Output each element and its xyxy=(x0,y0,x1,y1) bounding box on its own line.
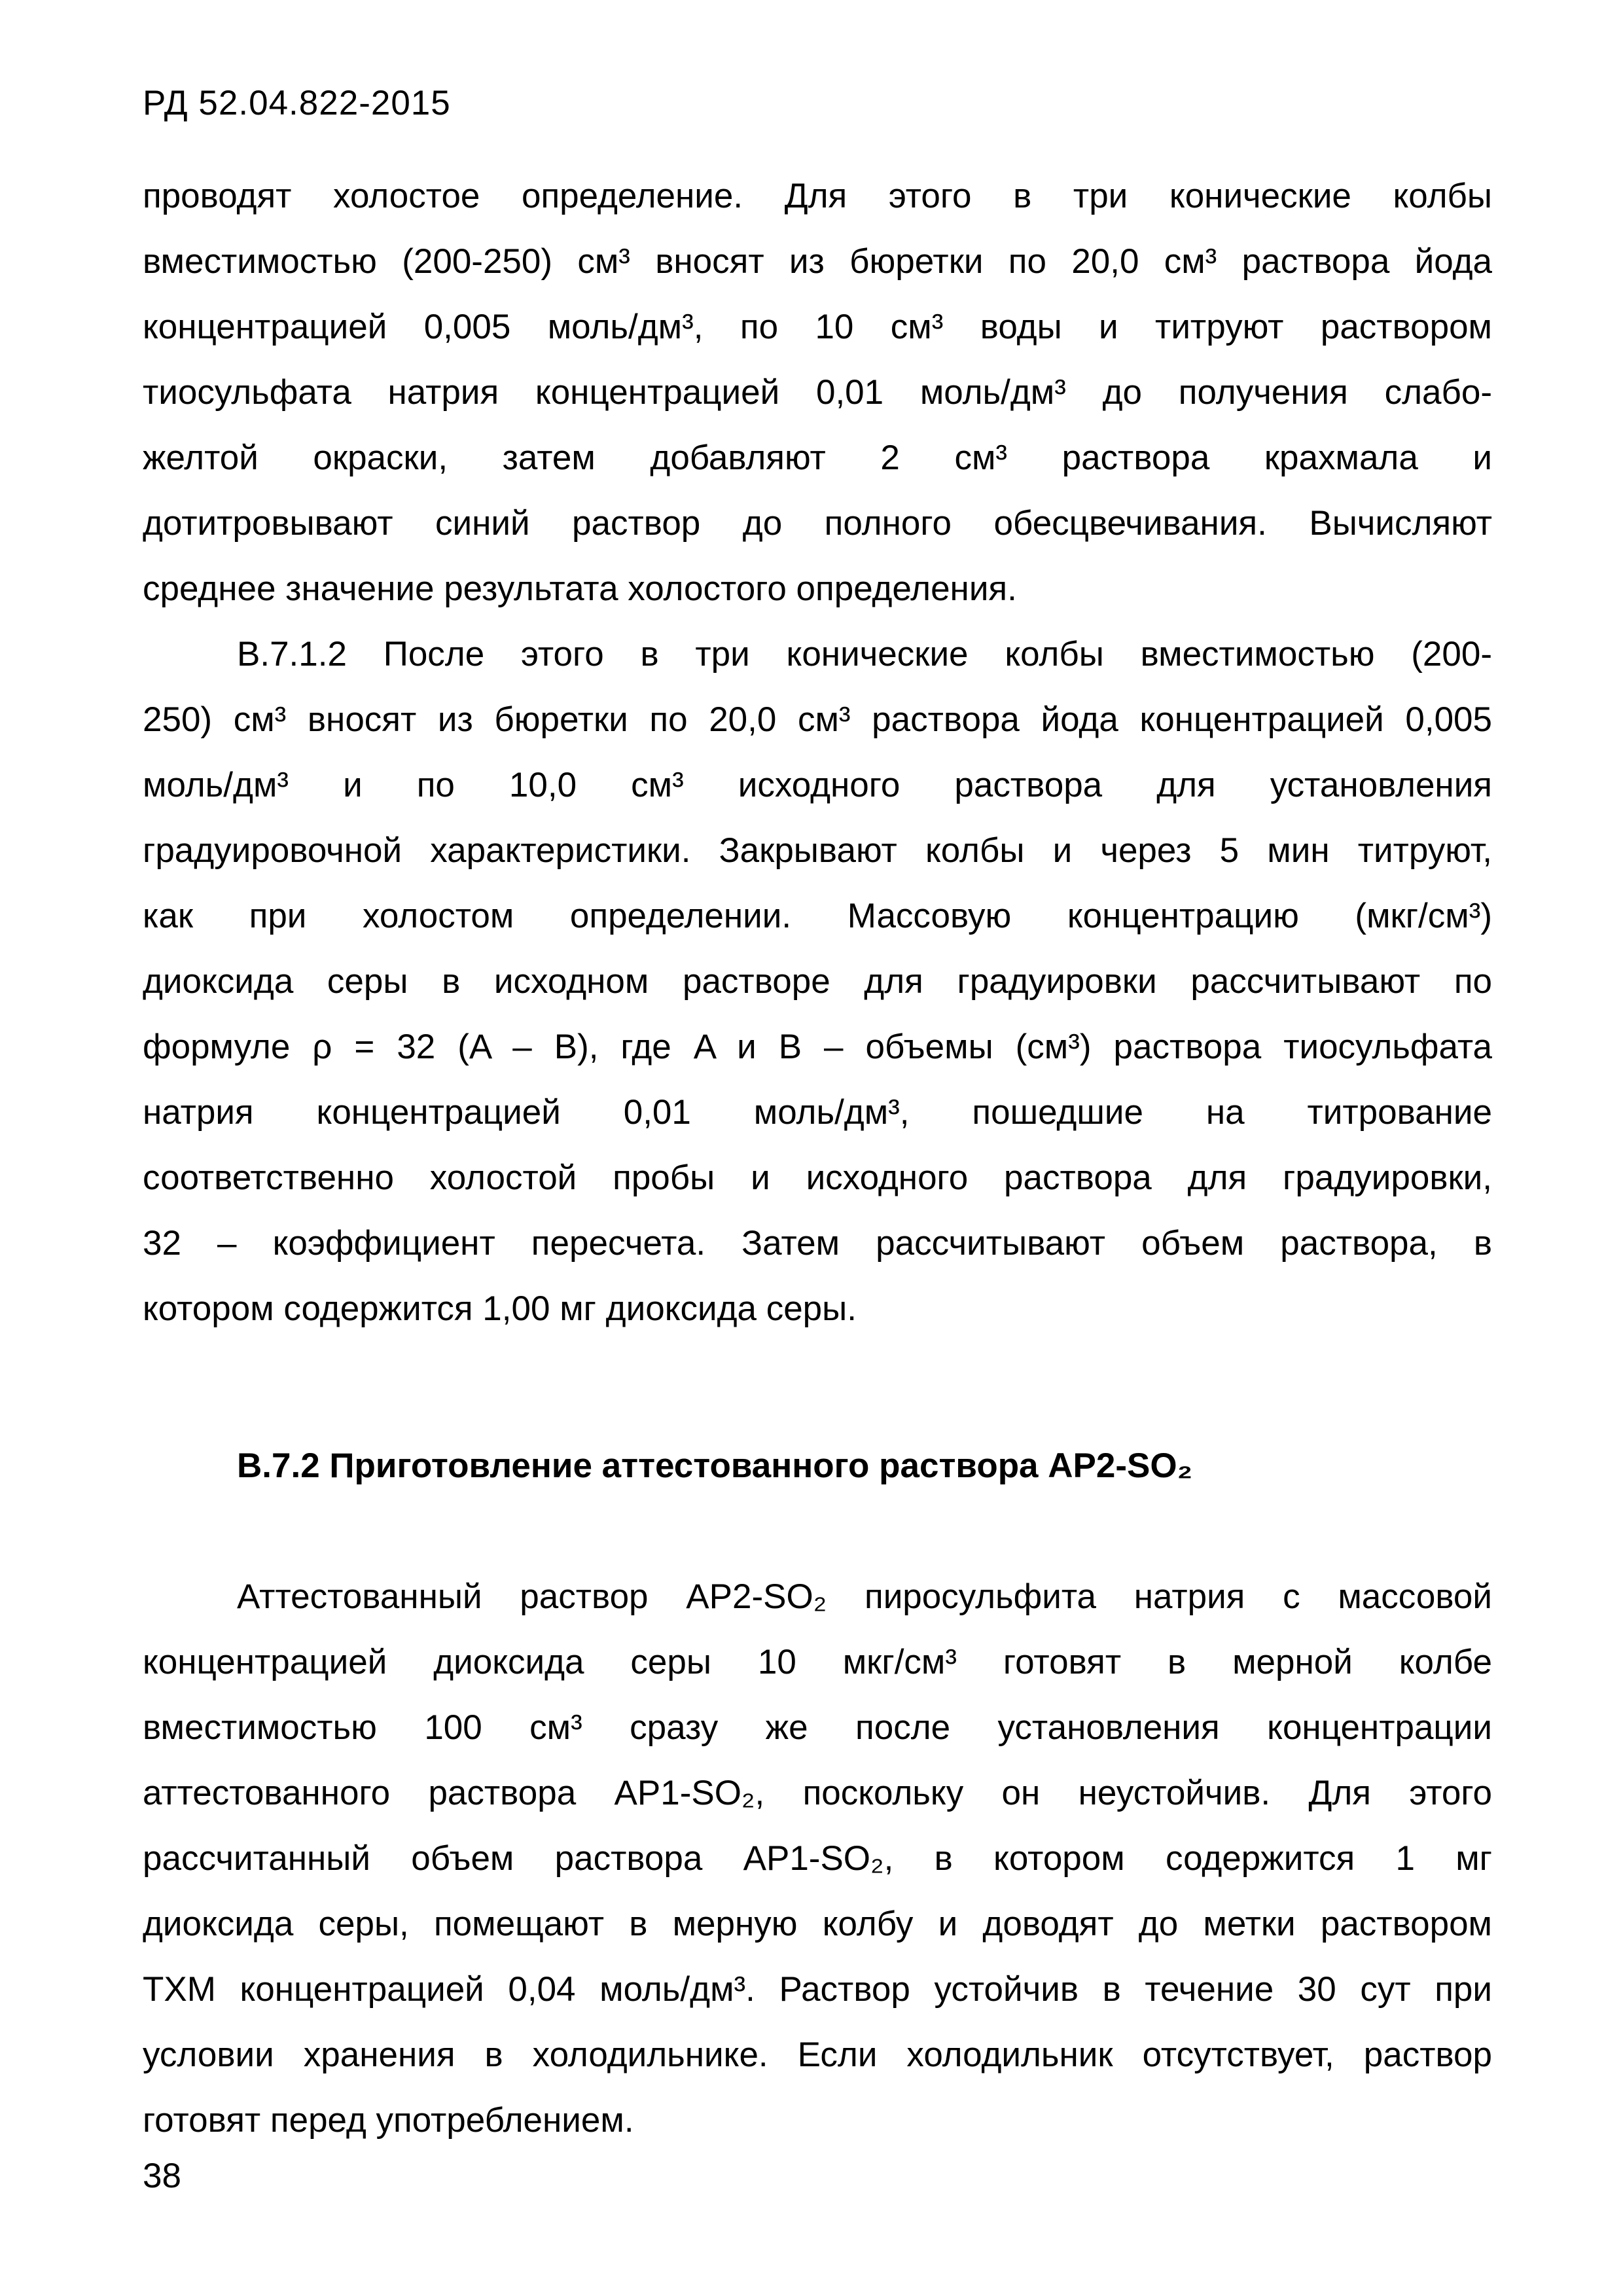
text-line: рассчитанный объем раствора АР1-SO₂, в котором содержится 1 мг xyxy=(143,1839,1492,1878)
paragraph-ar2-solution xyxy=(143,1564,1492,2153)
text-line: моль/дм³ и по 10,0 см³ исходного раствора для установления xyxy=(143,766,1492,804)
text-line: ТХМ концентрацией 0,04 моль/дм³. Раствор устойчив в течение 30 сут при xyxy=(143,1970,1492,2009)
paragraph-b-7-1-2 xyxy=(143,622,1492,1342)
text-line: как при холостом определении. Массовую концентрацию (мкг/см³) xyxy=(143,897,1492,935)
text-line: желтой окраски, затем добавляют 2 см³ раствора крахмала и xyxy=(143,439,1492,477)
text-line: градуировочной характеристики. Закрывают колбы и через 5 мин титруют, xyxy=(143,831,1492,870)
text-line: диоксида серы, помещают в мерную колбу и доводят до метки раствором xyxy=(143,1905,1492,1943)
text-line: 250) см³ вносят из бюретки по 20,0 см³ раствора йода концентрацией 0,005 xyxy=(143,700,1492,739)
text-line: среднее значение результата холостого определения. xyxy=(143,569,1017,608)
text-line: вместимостью 100 см³ сразу же после установления концентрации xyxy=(143,1708,1492,1747)
text-line: тиосульфата натрия концентрацией 0,01 моль/дм³ до получения слабо- xyxy=(143,373,1492,412)
text-line: дотитровывают синий раствор до полного обесцвечивания. Вычисляют xyxy=(143,504,1492,543)
text-line: диоксида серы в исходном растворе для градуировки рассчитывают по xyxy=(143,962,1492,1001)
text-line: проводят холостое определение. Для этого в три конические колбы xyxy=(143,177,1492,215)
paragraph-blank-determination xyxy=(143,164,1492,622)
text-line: аттестованного раствора АР1-SO₂, поскольку он неустойчив. Для этого xyxy=(143,1774,1492,1812)
text-line: котором содержится 1,00 мг диоксида серы. xyxy=(143,1289,857,1328)
text-line: 32 – коэффициент пересчета. Затем рассчитывают объем раствора, в xyxy=(143,1224,1492,1263)
text-line: В.7.1.2 После этого в три конические колбы вместимостью (200- xyxy=(237,635,1492,673)
text-line: натрия концентрацией 0,01 моль/дм³, пошедшие на титрование xyxy=(143,1093,1492,1132)
text-line: вместимостью (200-250) см³ вносят из бюретки по 20,0 см³ раствора йода xyxy=(143,242,1492,281)
text-line: формуле ρ = 32 (A – B), где A и B – объемы (см³) раствора тиосульфата xyxy=(143,1028,1492,1066)
page-number: 38 xyxy=(143,2157,181,2195)
text-line: соответственно холостой пробы и исходного раствора для градуировки, xyxy=(143,1158,1492,1197)
text-line: условии хранения в холодильнике. Если холодильник отсутствует, раствор xyxy=(143,2036,1492,2074)
text-line: готовят перед употреблением. xyxy=(143,2101,634,2140)
text-line: концентрацией диоксида серы 10 мкг/см³ готовят в мерной колбе xyxy=(143,1643,1492,1681)
text-line: концентрацией 0,005 моль/дм³, по 10 см³ воды и титруют раствором xyxy=(143,308,1492,346)
text-line: Аттестованный раствор АР2-SO₂ пиросульфита натрия с массовой xyxy=(237,1577,1492,1616)
section-heading-b-7-2: В.7.2 Приготовление аттестованного раствора АР2-SO₂ xyxy=(237,1446,1193,1485)
document-code-header: РД 52.04.822-2015 xyxy=(143,84,451,122)
